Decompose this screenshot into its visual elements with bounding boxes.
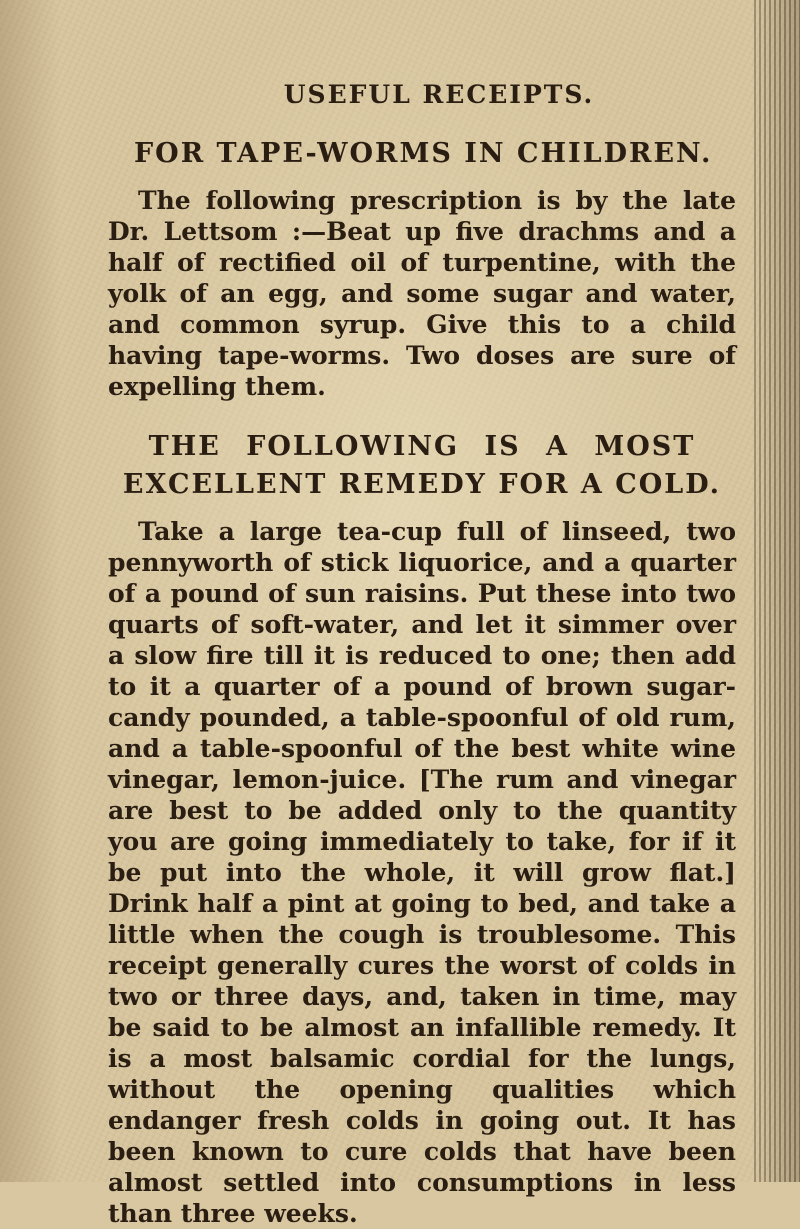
page-right-edge	[754, 0, 800, 1182]
page-left-shadow	[0, 0, 60, 1182]
section-heading-cold-line2: EXCELLENT REMEDY FOR A COLD.	[122, 469, 722, 500]
section-heading-cold-line1: THE FOLLOWING IS A MOST	[148, 431, 696, 462]
page-title: USEFUL RECEIPTS.	[283, 80, 595, 109]
paragraph-cold-remedy: Take a large tea-cup full of linseed, two pennyworth of stick liquorice, and a quarter of a pound of sun raisins. Put these into two quarts of soft-water, and let it simmer over a slow fire till it is reduced to one; then add to it a quarter of a pound of brown sugar-candy pounded, a table-spoonful of old rum, and a table-spoonful of the best white wine vinegar, lemon-juice. [The rum and vinegar are best to be added only to the quantity you are going immediately to take, for if it be put into the whole, it will grow flat.] Drink half a pint at going to bed, and take a little when the cough is troublesome. This receipt generally cures the worst of colds in two or three days, and, taken in time, may be said to be almost an infallible remedy. It is a most balsamic cordial for the lungs, without the opening qualities which endanger fresh colds in going out. It has been known to cure colds that have been almost settled into consumptions in less than three weeks.	[108, 517, 736, 1228]
section-heading-tape-worms: FOR TAPE-WORMS IN CHILDREN.	[134, 138, 713, 169]
text-block	[108, 80, 736, 1229]
paragraph-tape-worms: The following prescription is by the late Dr. Lettsom :—Beat up five drachms and a half of rectified oil of turpentine, with the yolk of an egg, and some sugar and water, and common syrup. Give this to a child having tape-worms. Two doses are sure of expelling them.	[108, 186, 736, 401]
